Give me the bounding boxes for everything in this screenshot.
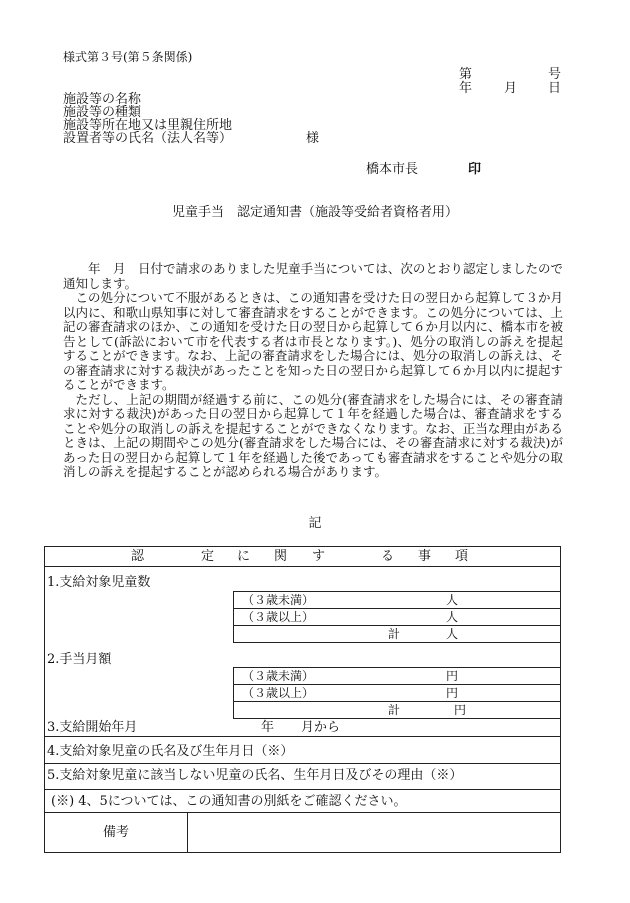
row-label-total: 計 [387, 703, 400, 717]
start-year-unit: 年 [261, 720, 275, 735]
remarks-field [188, 813, 560, 852]
header-char: に [237, 549, 251, 564]
row-unit: 円 [446, 686, 459, 700]
table-rule [45, 566, 560, 567]
table-header [45, 550, 560, 564]
body-paragraph-3: ただし、上記の期間が経過する前に、この処分(審査請求をした場合には、その審査請求に対する裁決)があった日の翌日から起算して１年を経過した場合は、審査請求をすることや処分の取消しの訴えを提起することができなくなります。なお、正当な理由があるときは、上記の期間やこの処分(審査請求をした場合には、その審査請求に対する裁決)があった日の翌日から起算して１年を経過した後であっても審査請求をすることや処分の取消しの訴えを提起することが認められる場合があります。 [63, 391, 563, 479]
annex-note: (※) 4、5については、この通知書の別紙をご確認ください。 [51, 794, 407, 809]
monthly-amount-subtable [233, 667, 561, 719]
date-year: 年 [459, 81, 473, 96]
notice-body [63, 262, 563, 480]
body-paragraph-1: 年 月 日付で請求のありました児童手当については、次のとおり認定しましたので通知します。 [63, 261, 563, 291]
header-char: 関 [274, 549, 288, 564]
seal-mark: 印 [468, 162, 482, 177]
table-rule [45, 789, 560, 790]
header-char: 項 [455, 549, 469, 564]
document-title: 児童手当 認定通知書（施設等受給者資格者用） [171, 205, 458, 220]
item-child-names-label: 4.支給対象児童の氏名及び生年月日（※） [47, 744, 294, 759]
remarks-label: 備考 [102, 825, 129, 840]
certification-table [44, 546, 561, 853]
item-children-count-label: 1.支給対象児童数 [47, 575, 151, 590]
doc-number-go: 号 [547, 67, 561, 82]
issuer-mayor: 橋本市長 [366, 162, 419, 177]
row-label: （３歳未満） [242, 593, 315, 607]
row-unit: 円 [454, 703, 467, 717]
facility-name-label: 施設等の名称 [63, 92, 142, 107]
header-char: る [381, 549, 395, 564]
children-count-subtable [233, 591, 561, 643]
header-char: 事 [418, 549, 432, 564]
row-label: （３歳以上） [242, 610, 315, 624]
facility-type-label: 施設等の種類 [63, 105, 142, 120]
header-char: 認 [131, 549, 145, 564]
honorific-sama: 様 [306, 131, 320, 146]
row-label: （３歳未満） [242, 669, 315, 683]
date-day: 日 [547, 81, 561, 96]
item-non-eligible-label: 5.支給対象児童に該当しない児童の氏名、生年月日及びその理由（※） [47, 768, 463, 783]
addressee-block [63, 93, 232, 145]
row-label: （３歳以上） [242, 686, 315, 700]
document-number-date [459, 68, 561, 96]
row-unit: 人 [446, 593, 459, 607]
header-char: す [312, 549, 326, 564]
body-paragraph-2: この処分について不服があるときは、この通知書を受けた日の翌日から起算して３か月以内に、和歌山県知事に対して審査請求をすることができます。この処分については、上記の審査請求のほか、この通知を受けた日の翌日から起算して６か月以内に、橋本市を被告として(訴訟において市を代表する者は市長となります。)、処分の取消しの訴えを提起することができます。なお、上記の審査請求をした場合には、処分の取消しの訴えは、その審査請求に対する裁決があったことを知った日の翌日から起算して６か月以内に提起することができます。 [63, 290, 564, 392]
table-rule [45, 763, 560, 764]
row-unit: 人 [446, 627, 459, 641]
doc-number-dai: 第 [459, 67, 473, 82]
item-monthly-amount-label: 2.手当月額 [47, 652, 112, 667]
ki-heading: 記 [308, 516, 322, 531]
founder-name-label: 設置者等の氏名（法人名等） [63, 131, 233, 146]
row-unit: 円 [446, 669, 459, 683]
header-char: 定 [201, 549, 215, 564]
row-unit: 人 [446, 610, 459, 624]
date-month: 月 [504, 81, 518, 96]
item-start-month-label: 3.支給開始年月 [47, 720, 138, 735]
row-label-total: 計 [387, 627, 400, 641]
start-month-unit: 月から [301, 720, 341, 735]
table-rule [45, 736, 560, 737]
form-number: 様式第３号(第５条関係) [63, 50, 193, 64]
facility-address-label: 施設等所在地又は里親住所地 [63, 118, 233, 133]
